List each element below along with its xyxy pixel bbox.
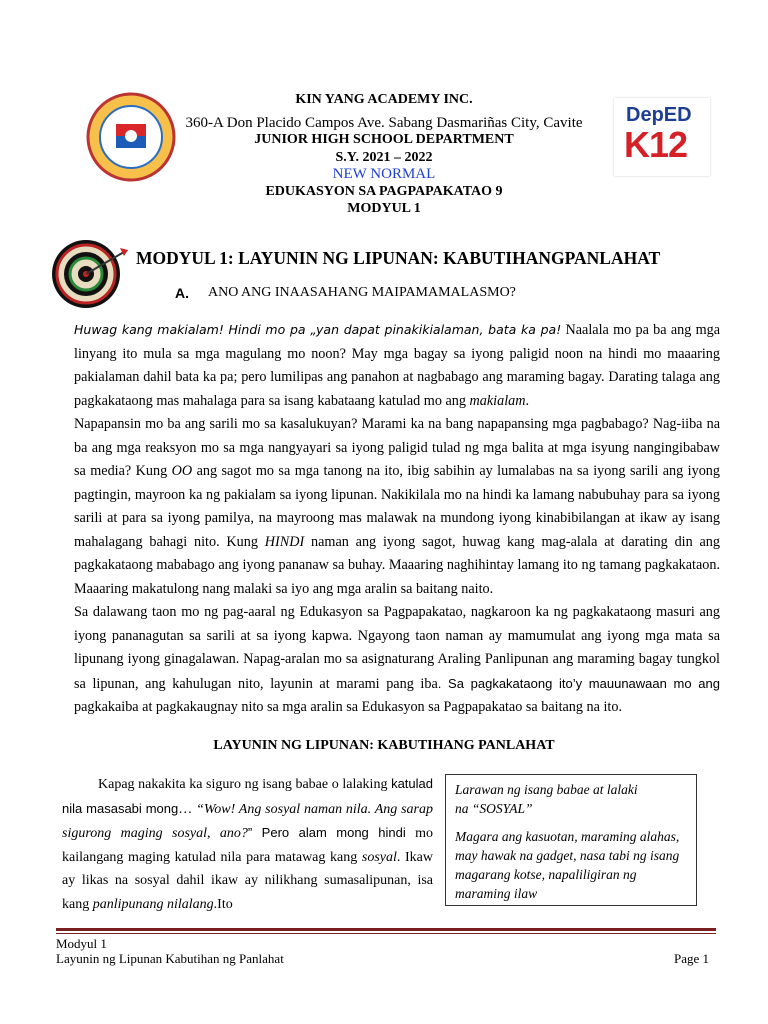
school-address: 360-A Don Placido Campos Ave. Sabang Dasmariñas City, Cavite [185,115,583,131]
para1-italic: makialam [469,392,526,409]
para4-text-10: .Ito [213,896,233,912]
subject-title: EDUKASYON SA PAGPAPAKATAO 9 [265,184,503,199]
k12-text: K12 [624,124,688,165]
school-year: S.Y. 2021 – 2022 [335,150,433,165]
para4-sosyal: sosyal [361,849,397,865]
para2-oo: OO [171,463,193,479]
deped-text: DepED [626,104,692,126]
section-title: ANO ANG INAASAHANG MAIPAMAMALASMO? [208,285,516,300]
para4-text-5: ” Pero alam mong hindi [247,825,406,840]
para4-text-3: … [178,801,197,817]
page-number: Page 1 [674,951,710,966]
para3-text-1: Sa dalawang taon mo ng pag-aaral ng Edukasyon sa Pagpapakatao, nagkaroon ka ng pagkakataong masuri ang iyong pananagutan sa sarili at sa iyong kapwa. Ngayong taon naman ay mamumulat ang iyong mga mata sa lipunang iyong ginagalawan. Napag-aralan mo sa asignaturang Araling Panlipunan ang maraming bagay tungkol sa lipunan, ang kahulugan nito, layunin at marami pang iba [74,604,720,692]
para2-text-3: naman ang iyong sagot, huwag kang mag-alala at darating din ang pagkakataong mababago ang iyong pananaw sa buhay. Maaaring naghihintay lamang ito ng tamang pagkakataon. Maaaring makatulong nang malaki sa iyo ang mga aralin sa baitang naito. [74,533,720,597]
para4-quote: “Wow! Ang sosyal naman nila. Ang sarap sigurong maging sosyal, ano? [62,801,434,841]
section-letter: A. [175,285,189,301]
para2-text-2: ang sagot mo sa mga tanong na ito, ibig sabihin ay lumalabas na sa iyong sarili ang iyong pagtingin, mayroon ka ng pakialam sa iyong lipunan. Nakikilala mo na hindi ka lamang nabubuhay para sa iyong sarili at para sa iyong pamilya, na mayroong mas malawak na mundong iyong kinabibilangan at ikaw ay isang mahalagang bahagi nito. Kung [74,463,720,550]
para1-text: Naalala mo pa ba ang mga linyang ito mula sa mga magulang mo noon? May mga bagay sa iyong paligid noon na hindi mo maaaring pakialaman dahil bata ka pa; pero lumilipas ang panahon at nagbabago ang maraming bagay. Darating talaga ang pagkakataong mas mahalaga para sa isang kabataang katulad mo ang [74,322,721,409]
module-main-title: MODYUL 1: LAYUNIN NG LIPUNAN: KABUTIHANGPANLAHAT [136,248,661,268]
quote-text: Huwag kang makialam! Hindi mo pa „yan dapat pinakikialaman, bata ka pa! [74,322,562,337]
paragraph-second [74,413,720,601]
paragraph-third [74,601,720,720]
para3-text-2: . Sa pagkakataong ito’y mauunawaan mo ang [437,675,720,691]
footer-title: Layunin ng Lipunan Kabutihan ng Panlahat [56,951,284,966]
footer-rule-thin [56,933,716,934]
para4-nilalang: panlipunang nilalang [92,896,214,912]
para4-text-1: Kapag nakakita ka siguro ng isang babae o lalaking [98,777,392,792]
para4-text-6: mo kailangang maging katulad nila para matawag kang [62,826,434,865]
school-name: KIN YANG ACADEMY INC. [295,92,473,107]
para4-text-2: katulad nila masasabi mong [62,776,433,816]
subheading: LAYUNIN NG LIPUNAN: KABUTIHANG PANLAHAT [213,738,555,753]
para2-hindi: HINDI [264,533,305,550]
box-caption-1: Larawan ng isang babae at lalaki [455,782,638,797]
new-normal-label: NEW NORMAL [332,166,436,182]
paragraph-intro [74,318,720,413]
box-caption-2: na “SOSYAL” [455,801,533,816]
body-text [74,318,720,720]
paragraph-fourth [62,772,433,916]
image-description-box [445,774,697,906]
para1-end: . [525,392,530,409]
box-description: Magara ang kasuotan, maraming alahas, may hawak na gadget, nasa tabi ng isang magarang kotse, napaliligiran ng maraming ilaw [455,829,680,901]
para4-text-8: . Ikaw ay likas na sosyal dahil ikaw ay nilikhang sumasalipunan, isa kang [62,849,433,912]
dartboard-icon [50,232,130,312]
footer-module: Modyul 1 [56,936,107,951]
para3-text-3: pagkakaiba at pagkakaugnay nito sa mga aralin sa Edukasyon sa Pagpapakatao sa baitang na ito. [74,699,623,715]
department: JUNIOR HIGH SCHOOL DEPARTMENT [254,132,514,147]
footer-rule [56,928,716,931]
module-number: MODYUL 1 [347,201,421,216]
para2-text-1: Napapansin mo ba ang sarili mo sa kasalukuyan? Marami ka na bang napapansing mga pagbabago? Nag-iiba na ba ang mga reaksyon mo sa mga nangyayari sa iyong paligid tulad ng mga balita at mga isyung nangingibabaw sa media? Kung [74,416,720,479]
